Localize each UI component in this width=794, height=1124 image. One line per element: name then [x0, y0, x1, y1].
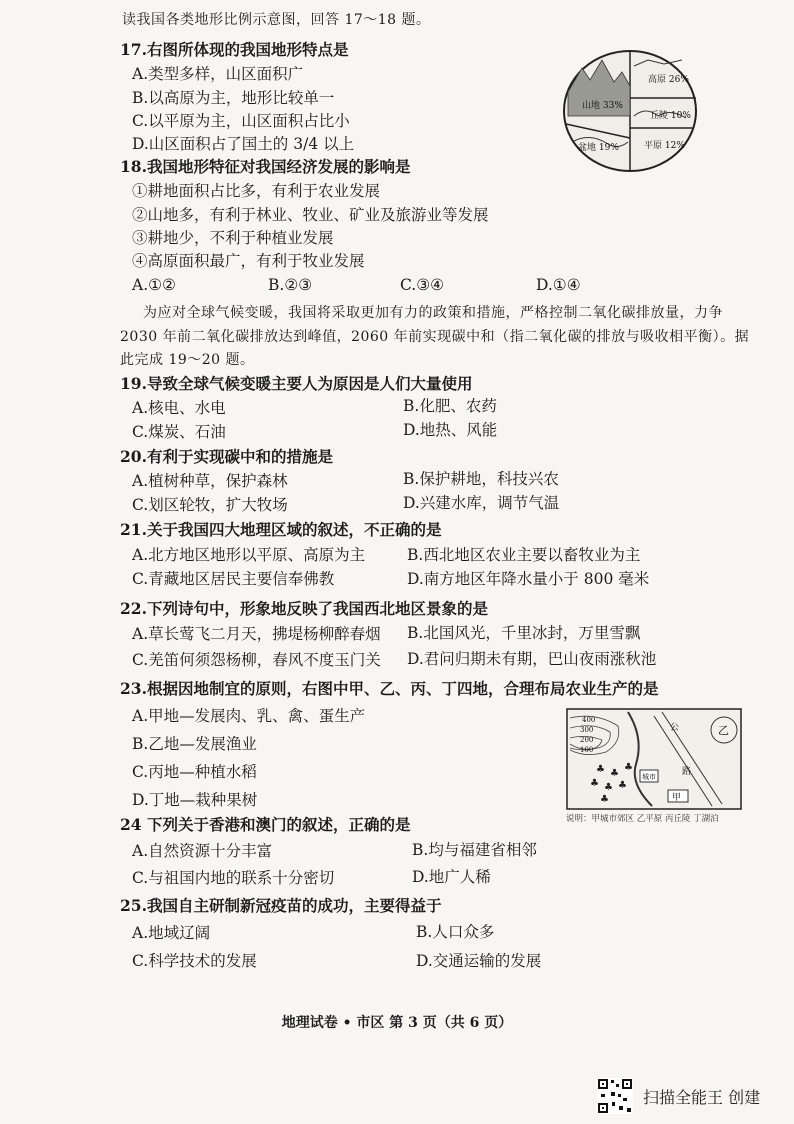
intro2-line2: 2030 年前二氧化碳排放达到峰值，2060 年前实现碳中和（指二氧化碳的排放与吸收相平衡）。据: [120, 329, 750, 345]
q23-option-a: A.甲地—发展肉、乳、禽、蛋生产: [132, 707, 366, 725]
q19-option-b: B.化肥、农药: [403, 397, 497, 415]
q24-stem: 24 下列关于香港和澳门的叙述，正确的是: [120, 815, 411, 834]
road-label: 路: [682, 767, 692, 777]
q19-stem: 19.导致全球气候变暖主要人为原因是人们大量使用: [120, 374, 473, 393]
q17-option-d: D.山区面积占了国土的 3/4 以上: [132, 135, 355, 153]
q21-option-b: B.西北地区农业主要以畜牧业为主: [407, 546, 641, 564]
q17-option-a: A.类型多样，山区面积广: [132, 65, 304, 83]
q21-option-d: D.南方地区年降水量小于 800 毫米: [407, 570, 650, 588]
q20-option-b: B.保护耕地，科技兴农: [403, 470, 559, 488]
q25-option-a: A.地域辽阔: [132, 924, 211, 942]
contour-label-400: 400: [582, 716, 596, 724]
landform-proportion-figure: [560, 46, 700, 176]
q24-option-b: B.均与福建省相邻: [412, 841, 537, 859]
q18-item-2: ②山地多，有利于林业、牧业、矿业及旅游业等发展: [132, 206, 489, 224]
q19-option-d: D.地热、风能: [403, 421, 498, 439]
q19-option-a: A.核电、水电: [132, 399, 226, 417]
watermark-text: 扫描全能王 创建: [643, 1087, 761, 1107]
q20-option-c: C.划区轮牧，扩大牧场: [132, 496, 288, 514]
q20-option-d: D.兴建水库，调节气温: [403, 494, 560, 512]
q18-item-3: ③耕地少，不利于种植业发展: [132, 229, 334, 247]
highway-label: 公: [670, 723, 680, 733]
q17-stem: 17.右图所体现的我国地形特点是: [120, 40, 349, 59]
q23-option-b: B.乙地—发展渔业: [132, 735, 257, 753]
contour-label-100: 100: [580, 746, 594, 754]
q18-stem: 18.我国地形特征对我国经济发展的影响是: [120, 157, 411, 176]
intro2-line3: 此完成 19～20 题。: [120, 352, 255, 368]
svg-text:♣: ♣: [604, 782, 613, 793]
svg-text:♣: ♣: [610, 768, 619, 779]
svg-text:♣: ♣: [600, 794, 609, 805]
qr-code-icon: [597, 1078, 633, 1114]
q18-option-c: C.③④: [400, 276, 445, 294]
q22-option-d: D.君问归期未有期，巴山夜雨涨秋池: [407, 650, 657, 668]
q22-option-c: C.羌笛何须怨杨柳，春风不度玉门关: [132, 651, 381, 669]
intro2-line1: 为应对全球气候变暖，我国将采取更加有力的政策和措施，严格控制二氧化碳排放量，力争: [143, 305, 723, 321]
q22-option-a: A.草长莺飞二月天，拂堤杨柳醉春烟: [132, 625, 381, 643]
q18-option-a: A.①②: [132, 276, 176, 294]
q18-item-1: ①耕地面积占比多，有利于农业发展: [132, 182, 381, 200]
label-plain: 平原 12%: [644, 141, 685, 151]
q25-option-d: D.交通运输的发展: [416, 952, 542, 970]
q21-stem: 21.关于我国四大地理区域的叙述，不正确的是: [120, 520, 442, 539]
agriculture-map: [566, 708, 742, 810]
q21-option-a: A.北方地区地形以平原、高原为主: [132, 546, 366, 564]
q17-option-b: B.以高原为主，地形比较单一: [132, 89, 335, 107]
map-caption: 说明：甲城市郊区 乙平原 丙丘陵 丁湖泊: [566, 814, 719, 824]
q23-option-c: C.丙地—种植水稻: [132, 763, 257, 781]
label-plateau: 高原 26%: [648, 75, 689, 85]
q18-option-b: B.②③: [268, 276, 313, 294]
contour-label-300: 300: [580, 726, 594, 734]
svg-text:♣: ♣: [590, 778, 599, 789]
q17-option-c: C.以平原为主，山区面积占比小: [132, 112, 350, 130]
q20-option-a: A.植树种草，保护森林: [132, 472, 288, 490]
scanner-watermark: [597, 1078, 760, 1114]
label-mountain: 山地 33%: [582, 101, 623, 111]
q22-stem: 22.下列诗句中，形象地反映了我国西北地区景象的是: [120, 599, 488, 618]
contour-label-200: 200: [580, 736, 594, 744]
svg-text:♣: ♣: [618, 780, 627, 791]
area-yi-label: 乙: [718, 724, 729, 737]
page-footer: 地理试卷 • 市区 第 3 页（共 6 页）: [281, 1015, 513, 1031]
q24-option-a: A.自然资源十分丰富: [132, 842, 273, 860]
label-basin: 盆地 19%: [578, 143, 619, 153]
q18-item-4: ④高原面积最广，有利于牧业发展: [132, 252, 365, 270]
q19-option-c: C.煤炭、石油: [132, 423, 226, 441]
q24-option-d: D.地广人稀: [412, 868, 491, 886]
q25-option-b: B.人口众多: [416, 923, 495, 941]
city-label: 城市: [642, 773, 656, 781]
q22-option-b: B.北国风光，千里冰封，万里雪飘: [407, 624, 641, 642]
label-hills: 丘陵 10%: [650, 111, 691, 121]
q20-stem: 20.有利于实现碳中和的措施是: [120, 447, 333, 466]
svg-text:♣: ♣: [624, 762, 633, 773]
q23-option-d: D.丁地—栽种果树: [132, 791, 258, 809]
q25-option-c: C.科学技术的发展: [132, 952, 257, 970]
q25-stem: 25.我国自主研制新冠疫苗的成功，主要得益于: [120, 896, 442, 915]
q23-stem: 23.根据因地制宜的原则，右图中甲、乙、丙、丁四地，合理布局农业生产的是: [120, 679, 659, 698]
q24-option-c: C.与祖国内地的联系十分密切: [132, 869, 335, 887]
q21-option-c: C.青藏地区居民主要信奉佛教: [132, 570, 335, 588]
svg-text:♣: ♣: [596, 764, 605, 775]
intro-text: 读我国各类地形比例示意图，回答 17～18 题。: [122, 12, 431, 28]
area-jia-label: 甲: [672, 793, 682, 803]
q18-option-d: D.①④: [536, 276, 581, 294]
